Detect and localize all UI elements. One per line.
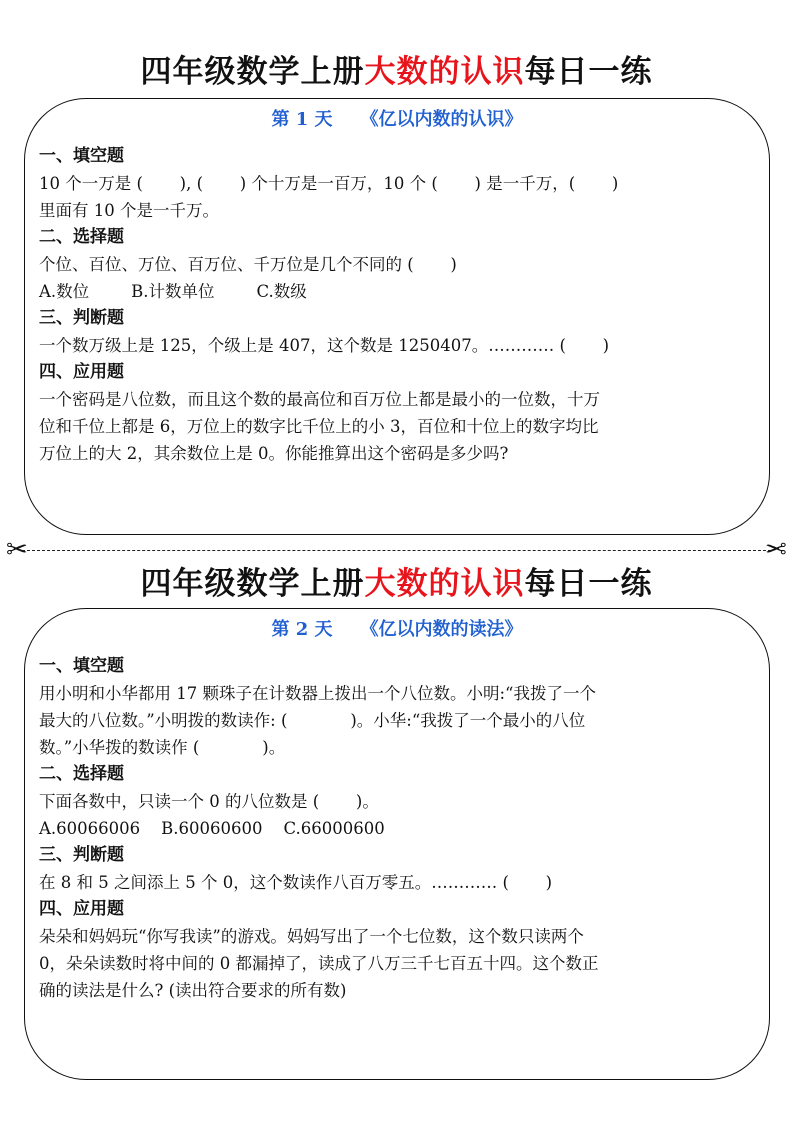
scissors-icon: ✂ xyxy=(765,535,787,565)
question-line: 个位、百位、万位、百万位、千万位是几个不同的 ( ) xyxy=(39,255,457,274)
day-label: 第 1 天 xyxy=(271,109,333,130)
sheet-2-card xyxy=(24,608,770,1080)
title-highlight: 大数的认识 xyxy=(364,54,525,90)
question-line: 确的读法是什么? (读出符合要求的所有数) xyxy=(39,981,347,1000)
question-line: 数。”小华拨的数读作 ( )。 xyxy=(39,738,286,757)
section-heading: 三、判断题 xyxy=(39,308,124,328)
question-line: 一个密码是八位数，而且这个数的最高位和百万位上都是最小的一位数，十万 xyxy=(39,390,600,409)
sheet-1-title xyxy=(0,52,793,92)
question-line: 在 8 和 5 之间添上 5 个 0，这个数读作八百万零五。………… ( ) xyxy=(39,873,553,892)
title-suffix: 每日一练 xyxy=(524,566,653,602)
sheet-1-card xyxy=(24,98,770,535)
question-line: 10 个一万是 ( ), ( ) 个十万是一百万，10 个 ( ) 是一千万，( ) xyxy=(39,174,619,193)
section-heading: 一、填空题 xyxy=(39,656,124,676)
title-highlight: 大数的认识 xyxy=(364,566,525,602)
dashed-cut-line xyxy=(22,550,771,551)
sheet-2-questions xyxy=(39,653,755,1004)
day-label: 第 2 天 xyxy=(271,619,333,640)
answer-options: A.数位 B.计数单位 C.数级 xyxy=(39,282,307,301)
question-line: 位和千位上都是 6，万位上的数字比千位上的小 3，百位和十位上的数字均比 xyxy=(39,417,599,436)
section-heading: 二、选择题 xyxy=(39,764,124,784)
sheet-2-title xyxy=(0,564,793,604)
scissors-icon: ✂ xyxy=(6,535,28,565)
title-suffix: 每日一练 xyxy=(524,54,653,90)
question-line: 下面各数中，只读一个 0 的八位数是 ( )。 xyxy=(39,792,379,811)
question-line: 里面有 10 个是一千万。 xyxy=(39,201,219,220)
question-line: 用小明和小华都用 17 颗珠子在计数器上拨出一个八位数。小明:“我拨了一个 xyxy=(39,684,596,703)
answer-options: A.60066006 B.60060600 C.66000600 xyxy=(39,819,385,838)
day-heading xyxy=(25,107,769,133)
section-heading: 四、应用题 xyxy=(39,362,124,382)
title-prefix: 四年级数学上册 xyxy=(140,54,365,90)
question-line: 一个数万级上是 125，个级上是 407，这个数是 1250407。………… ( ) xyxy=(39,336,610,355)
section-heading: 二、选择题 xyxy=(39,227,124,247)
section-heading: 三、判断题 xyxy=(39,845,124,865)
day-topic: 《亿以内数的读法》 xyxy=(360,619,523,640)
section-heading: 一、填空题 xyxy=(39,146,124,166)
question-line: 朵朵和妈妈玩“你写我读”的游戏。妈妈写出了一个七位数，这个数只读两个 xyxy=(39,927,584,946)
sheet-1-questions xyxy=(39,143,755,467)
section-heading: 四、应用题 xyxy=(39,899,124,919)
day-topic: 《亿以内数的认识》 xyxy=(360,109,523,130)
title-prefix: 四年级数学上册 xyxy=(140,566,365,602)
question-line: 最大的八位数。”小明拨的数读作: ( )。小华:“我拨了一个最小的八位 xyxy=(39,711,586,730)
question-line: 0，朵朵读数时将中间的 0 都漏掉了，读成了八万三千七百五十四。这个数正 xyxy=(39,954,599,973)
day-heading xyxy=(25,617,769,643)
question-line: 万位上的大 2，其余数位上是 0。你能推算出这个密码是多少吗? xyxy=(39,444,509,463)
